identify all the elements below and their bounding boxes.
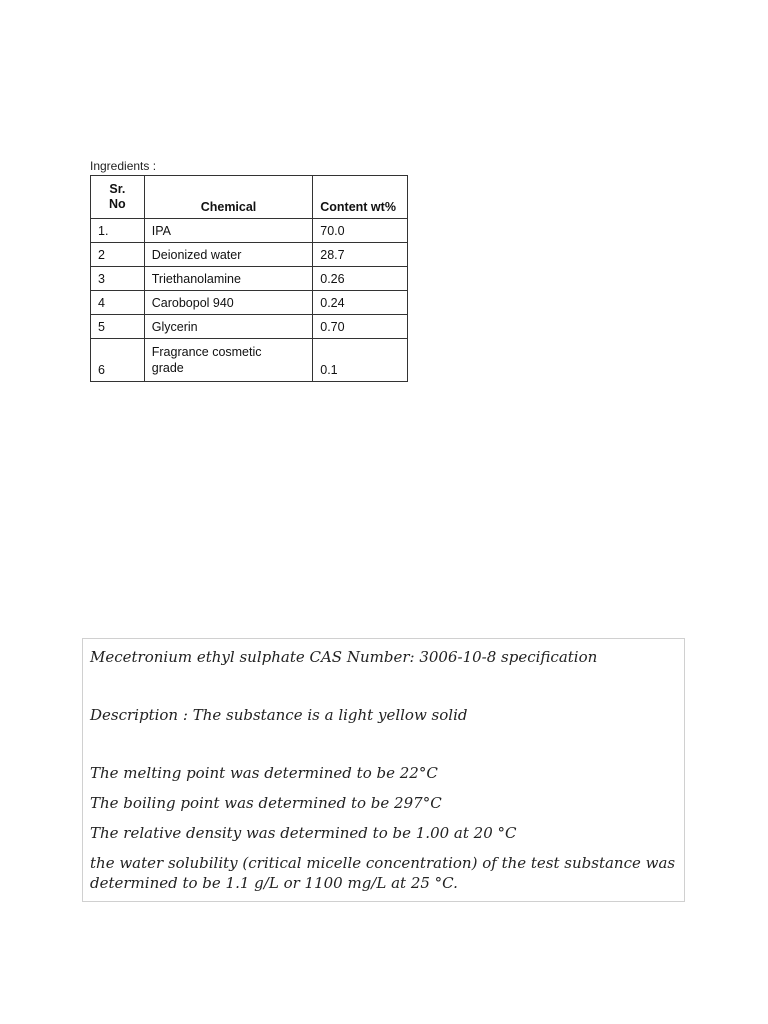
cell-content: 0.24 — [313, 291, 408, 315]
spec-description-label: Description : — [90, 706, 188, 724]
cell-content: 0.26 — [313, 267, 408, 291]
specification-box — [82, 638, 685, 902]
table-row — [91, 267, 408, 291]
header-sr-no-line2: No — [109, 197, 126, 211]
cell-sr-no: 2 — [91, 243, 145, 267]
table-header-row — [91, 176, 408, 219]
table-row — [91, 339, 408, 382]
cell-content: 0.70 — [313, 315, 408, 339]
header-sr-no-line1: Sr. — [109, 182, 126, 196]
cell-sr-no: 6 — [91, 339, 145, 382]
table-row — [91, 291, 408, 315]
cell-chemical: Deionized water — [144, 243, 313, 267]
header-chemical: Chemical — [144, 176, 313, 219]
header-sr-no — [91, 176, 145, 219]
spec-relative-density: The relative density was determined to be 1.00 at 20 °C — [90, 824, 517, 842]
header-content: Content wt% — [313, 176, 408, 219]
spec-melting-point: The melting point was determined to be 22°C — [90, 764, 438, 782]
cell-chemical: Triethanolamine — [144, 267, 313, 291]
table-row — [91, 219, 408, 243]
ingredients-caption: Ingredients : — [90, 159, 157, 173]
cell-chemical: Fragrance cosmetic grade — [144, 339, 313, 382]
spec-water-solubility: the water solubility (critical micelle concentration) of the test substance was determined to be 1.1 g/L or 1100 mg/L at 25 °C. — [90, 854, 676, 892]
spec-boiling-point: The boiling point was determined to be 297°C — [90, 794, 442, 812]
spec-title: Mecetronium ethyl sulphate CAS Number: 3006-10-8 specification — [90, 648, 598, 666]
table-row — [91, 243, 408, 267]
cell-sr-no: 1. — [91, 219, 145, 243]
spec-description-text: The substance is a light yellow solid — [192, 706, 468, 724]
cell-sr-no: 5 — [91, 315, 145, 339]
spec-description — [90, 705, 677, 725]
ingredients-table — [90, 175, 408, 382]
table-row — [91, 315, 408, 339]
cell-content: 28.7 — [313, 243, 408, 267]
cell-content: 0.1 — [313, 339, 408, 382]
cell-chemical: IPA — [144, 219, 313, 243]
cell-sr-no: 4 — [91, 291, 145, 315]
cell-chemical: Carobopol 940 — [144, 291, 313, 315]
cell-content: 70.0 — [313, 219, 408, 243]
cell-sr-no: 3 — [91, 267, 145, 291]
cell-chemical: Glycerin — [144, 315, 313, 339]
